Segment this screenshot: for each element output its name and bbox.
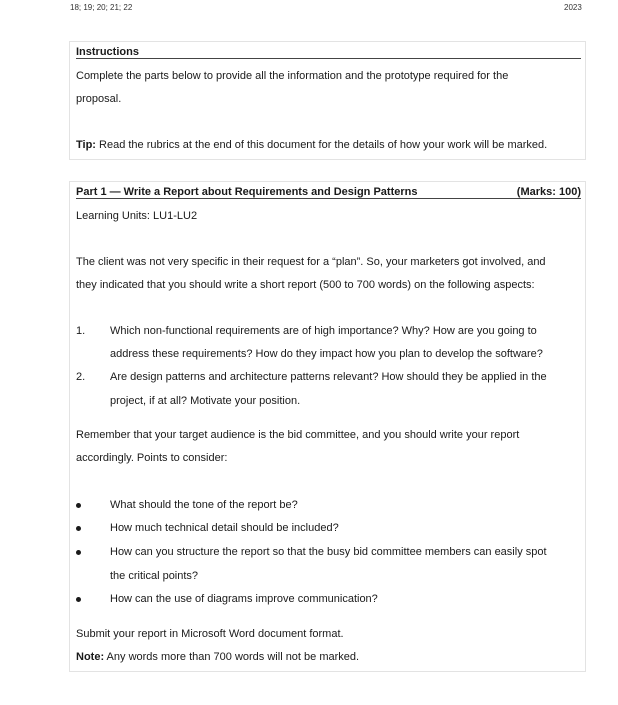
part1-heading-rule [76, 198, 581, 199]
intro-line-1: The client was not very specific in their request for a “plan”. So, your marketers got involved, and [76, 256, 546, 268]
tip-text: Read the rubrics at the end of this document for the details of how your work will be marked. [95, 139, 548, 151]
numbered-item-1-line-1: Which non-functional requirements are of high importance? Why? How are you going to [110, 325, 537, 337]
instructions-line-1: Complete the parts below to provide all the information and the prototype required for the [76, 70, 509, 82]
tip-paragraph [76, 138, 547, 152]
submit-instruction: Submit your report in Microsoft Word document format. [76, 628, 344, 640]
bullet-dot [76, 526, 81, 531]
numbered-item-1-line-2: address these requirements? How do they impact how you plan to develop the software? [110, 348, 543, 360]
numbered-item-2-line-1: Are design patterns and architecture patterns relevant? How should they be applied in the [110, 371, 547, 383]
bullet-item-3-line-1: How can you structure the report so that the busy bid committee members can easily spot [110, 546, 547, 558]
intro-line-2: they indicated that you should write a short report (500 to 700 words) on the following aspects: [76, 279, 535, 291]
audience-line-1: Remember that your target audience is the bid committee, and you should write your report [76, 429, 520, 441]
bullet-dot [76, 550, 81, 555]
instructions-line-2: proposal. [76, 93, 122, 105]
instructions-heading: Instructions [76, 46, 139, 58]
bullet-item-3-line-2: the critical points? [110, 570, 199, 582]
bullet-item-1: What should the tone of the report be? [110, 499, 298, 511]
header-year: 2023 [564, 3, 582, 12]
note-label: Note: [76, 651, 105, 663]
bullet-dot [76, 597, 81, 602]
numbered-item-2-number: 2. [76, 371, 86, 383]
note-paragraph [76, 650, 359, 664]
tip-label: Tip: [76, 139, 96, 151]
part1-marks: (Marks: 100) [516, 186, 581, 198]
numbered-item-1-number: 1. [76, 325, 86, 337]
numbered-item-2-line-2: project, if at all? Motivate your position. [110, 395, 301, 407]
part1-heading: Part 1 — Write a Report about Requirements and Design Patterns [76, 186, 418, 198]
bullet-dot [76, 503, 81, 508]
bullet-item-2: How much technical detail should be included? [110, 522, 339, 534]
note-text: Any words more than 700 words will not be marked. [104, 651, 360, 663]
learning-units: Learning Units: LU1-LU2 [76, 210, 198, 222]
header-doc-ref: 18; 19; 20; 21; 22 [70, 3, 133, 12]
bullet-item-4: How can the use of diagrams improve communication? [110, 593, 378, 605]
audience-line-2: accordingly. Points to consider: [76, 452, 228, 464]
instructions-heading-rule [76, 58, 581, 59]
